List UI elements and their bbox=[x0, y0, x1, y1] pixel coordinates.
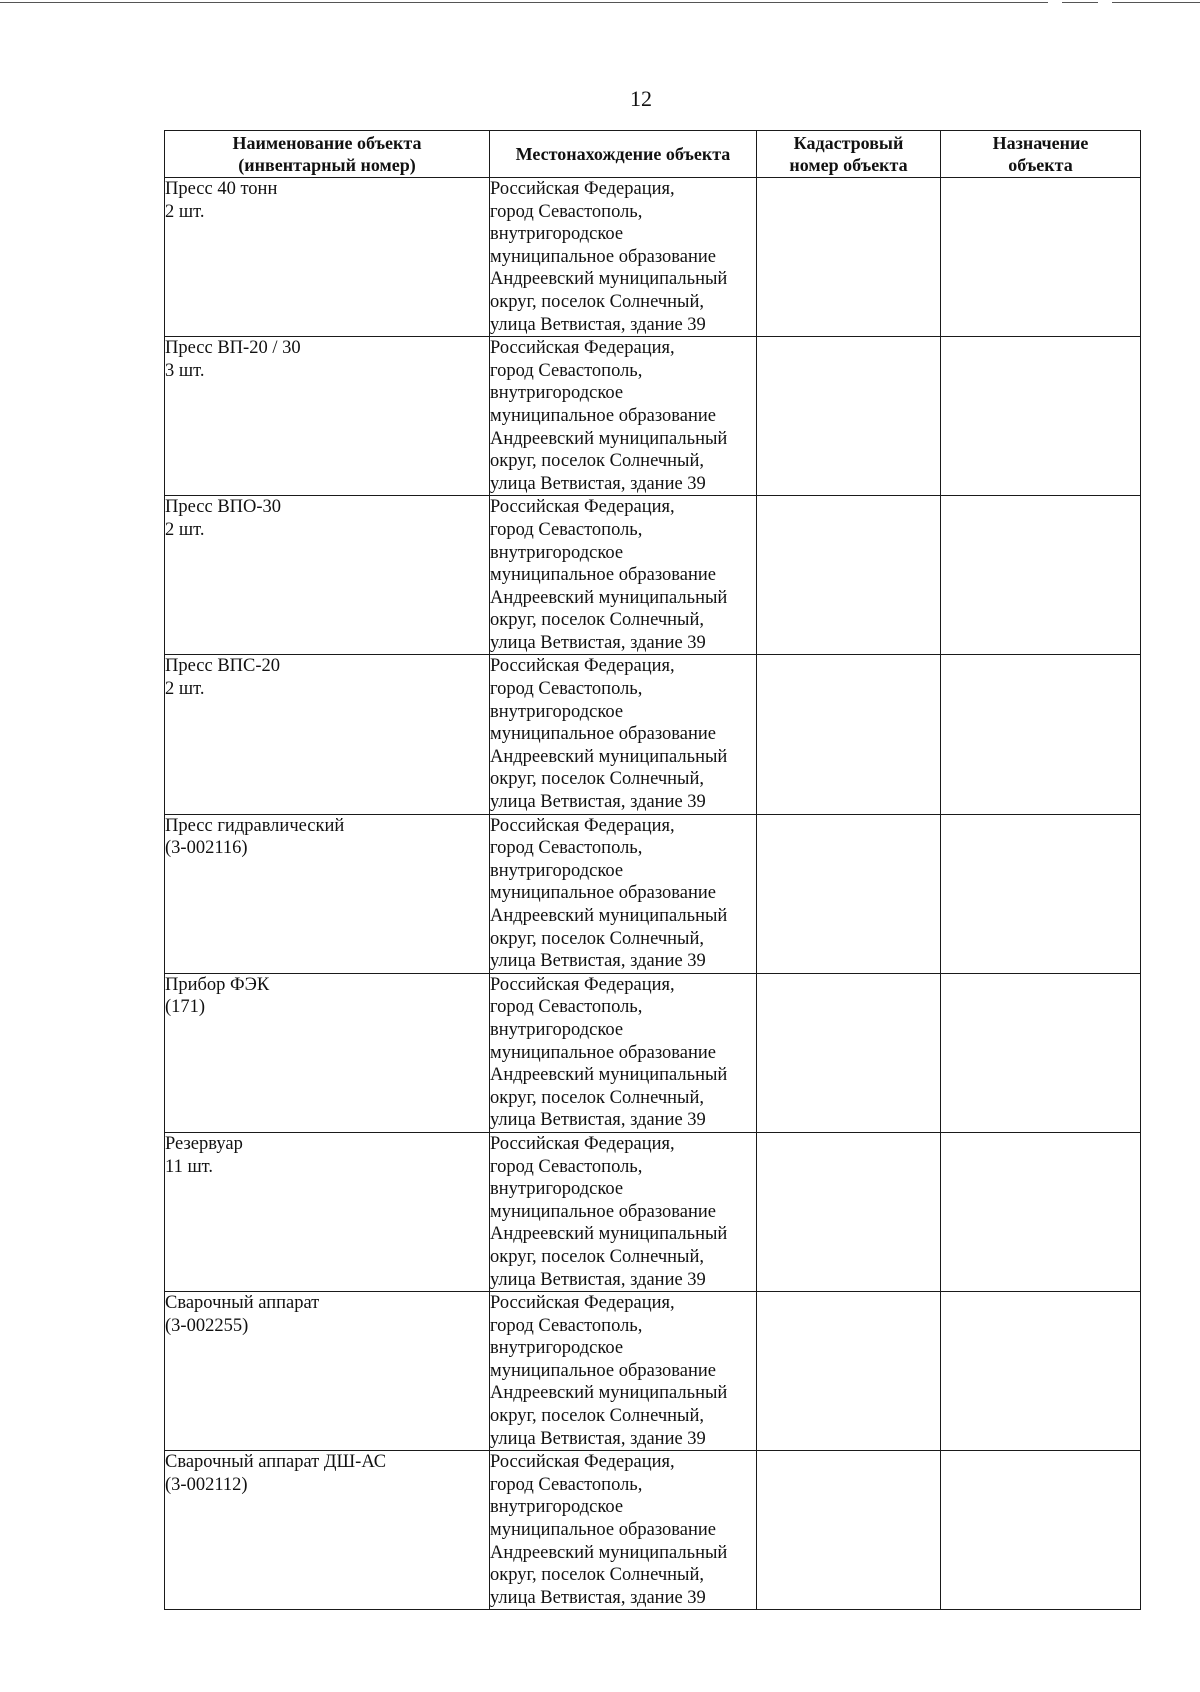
location-line: округ, поселок Солнечный, bbox=[490, 451, 704, 472]
location-line: внутригородское bbox=[490, 1179, 624, 1200]
location-line: Андреевский муниципальный bbox=[490, 428, 728, 449]
location-line: муниципальное образование bbox=[490, 1360, 717, 1381]
object-name-cell bbox=[165, 655, 490, 814]
location-line: внутригородское bbox=[490, 860, 624, 881]
purpose-cell bbox=[941, 1132, 1141, 1291]
purpose-cell bbox=[941, 655, 1141, 814]
object-inventory-info: (3-002255) bbox=[165, 1315, 249, 1336]
object-name-cell bbox=[165, 973, 490, 1132]
location-line: внутригородское bbox=[490, 383, 624, 404]
object-location-cell bbox=[490, 337, 757, 496]
location-line: внутригородское bbox=[490, 224, 624, 245]
location-line: округ, поселок Солнечный, bbox=[490, 1565, 704, 1586]
location-line: округ, поселок Солнечный, bbox=[490, 928, 704, 949]
location-line: улица Ветвистая, здание 39 bbox=[490, 1428, 706, 1449]
table-header-row bbox=[165, 131, 1141, 178]
header-purpose-line2: объекта bbox=[1008, 155, 1073, 175]
cadastral-number-cell bbox=[757, 178, 941, 337]
object-name: Прибор ФЭК bbox=[165, 974, 270, 995]
purpose-cell bbox=[941, 496, 1141, 655]
location-line: город Севастополь, bbox=[490, 1474, 643, 1495]
object-name: Пресс ВПО-30 bbox=[165, 497, 282, 518]
header-cadastral-line1: Кадастровый bbox=[793, 133, 904, 153]
header-cadastral-number bbox=[757, 131, 941, 178]
table-row bbox=[165, 178, 1141, 337]
location-line: Андреевский муниципальный bbox=[490, 1542, 728, 1563]
location-line: внутригородское bbox=[490, 1338, 624, 1359]
object-inventory-info: 3 шт. bbox=[165, 360, 205, 381]
location-line: улица Ветвистая, здание 39 bbox=[490, 473, 706, 494]
location-line: Российская Федерация, bbox=[490, 179, 675, 199]
location-line: муниципальное образование bbox=[490, 405, 717, 426]
object-location-cell bbox=[490, 973, 757, 1132]
table-row bbox=[165, 1292, 1141, 1451]
table-row bbox=[165, 337, 1141, 496]
object-name: Сварочный аппарат bbox=[165, 1293, 320, 1314]
location-line: улица Ветвистая, здание 39 bbox=[490, 1587, 706, 1608]
header-purpose-line1: Назначение bbox=[992, 133, 1089, 153]
purpose-cell bbox=[941, 973, 1141, 1132]
object-inventory-info: 2 шт. bbox=[165, 519, 205, 540]
location-line: Андреевский муниципальный bbox=[490, 269, 728, 290]
location-line: муниципальное образование bbox=[490, 1042, 717, 1063]
location-line: округ, поселок Солнечный, bbox=[490, 1087, 704, 1108]
location-line: город Севастополь, bbox=[490, 997, 643, 1018]
location-line: внутригородское bbox=[490, 701, 624, 722]
object-location-cell bbox=[490, 814, 757, 973]
object-inventory-info: 2 шт. bbox=[165, 201, 205, 222]
location-line: округ, поселок Солнечный, bbox=[490, 1246, 704, 1267]
table-row bbox=[165, 973, 1141, 1132]
location-line: муниципальное образование bbox=[490, 724, 717, 745]
object-name-cell bbox=[165, 1451, 490, 1610]
location-line: Андреевский муниципальный bbox=[490, 1383, 728, 1404]
page-number: 12 bbox=[630, 86, 652, 111]
location-line: улица Ветвистая, здание 39 bbox=[490, 1110, 706, 1131]
object-inventory-info: (171) bbox=[165, 997, 206, 1018]
header-object-name bbox=[165, 131, 490, 178]
location-line: город Севастополь, bbox=[490, 1156, 643, 1177]
table-body bbox=[165, 178, 1141, 1610]
object-name-cell bbox=[165, 496, 490, 655]
location-line: внутригородское bbox=[490, 1019, 624, 1040]
location-line: муниципальное образование bbox=[490, 883, 717, 904]
scan-edge-lines bbox=[0, 0, 1200, 6]
location-line: город Севастополь, bbox=[490, 360, 643, 381]
location-line: Российская Федерация, bbox=[490, 338, 675, 359]
location-line: округ, поселок Солнечный, bbox=[490, 291, 704, 312]
location-line: округ, поселок Солнечный, bbox=[490, 769, 704, 790]
object-location-cell bbox=[490, 496, 757, 655]
purpose-cell bbox=[941, 814, 1141, 973]
location-line: Андреевский муниципальный bbox=[490, 1065, 728, 1086]
object-inventory-info: 2 шт. bbox=[165, 679, 205, 700]
location-line: Российская Федерация, bbox=[490, 656, 675, 677]
object-name: Пресс ВП-20 / 30 bbox=[165, 338, 301, 359]
location-line: улица Ветвистая, здание 39 bbox=[490, 632, 706, 653]
purpose-cell bbox=[941, 1292, 1141, 1451]
object-name: Пресс гидравлический bbox=[165, 815, 345, 836]
location-line: город Севастополь, bbox=[490, 519, 643, 540]
table-row bbox=[165, 1132, 1141, 1291]
cadastral-number-cell bbox=[757, 496, 941, 655]
cadastral-number-cell bbox=[757, 973, 941, 1132]
location-line: улица Ветвистая, здание 39 bbox=[490, 1269, 706, 1290]
header-location bbox=[490, 131, 757, 178]
location-line: город Севастополь, bbox=[490, 679, 643, 700]
location-line: Андреевский муниципальный bbox=[490, 906, 728, 926]
header-cadastral-line2: номер объекта bbox=[789, 155, 908, 175]
location-line: муниципальное образование bbox=[490, 565, 717, 586]
location-line: улица Ветвистая, здание 39 bbox=[490, 314, 706, 335]
object-location-cell bbox=[490, 178, 757, 337]
header-purpose bbox=[941, 131, 1141, 178]
object-location-cell bbox=[490, 1451, 757, 1610]
table-row bbox=[165, 1451, 1141, 1610]
object-name-cell bbox=[165, 814, 490, 973]
cadastral-number-cell bbox=[757, 1132, 941, 1291]
location-line: Российская Федерация, bbox=[490, 1452, 675, 1473]
object-location-cell bbox=[490, 1132, 757, 1291]
cadastral-number-cell bbox=[757, 337, 941, 496]
purpose-cell bbox=[941, 178, 1141, 337]
object-name: Сварочный аппарат ДШ-АС bbox=[165, 1452, 387, 1473]
table-row bbox=[165, 496, 1141, 655]
object-inventory-info: 11 шт. bbox=[165, 1156, 214, 1177]
cadastral-number-cell bbox=[757, 814, 941, 973]
location-line: муниципальное образование bbox=[490, 1201, 717, 1222]
location-line: Российская Федерация, bbox=[490, 1293, 675, 1314]
object-name: Резервуар bbox=[165, 1133, 243, 1154]
cadastral-number-cell bbox=[757, 655, 941, 814]
scan-edge-line bbox=[0, 2, 1048, 3]
location-line: Российская Федерация, bbox=[490, 1133, 675, 1154]
scan-edge-line bbox=[1062, 2, 1098, 3]
location-line: улица Ветвистая, здание 39 bbox=[490, 951, 706, 972]
location-line: город Севастополь, bbox=[490, 1315, 643, 1336]
location-line: внутригородское bbox=[490, 542, 624, 563]
location-line: округ, поселок Солнечный, bbox=[490, 610, 704, 631]
object-name: Пресс ВПС-20 bbox=[165, 656, 281, 677]
location-line: Российская Федерация, bbox=[490, 974, 675, 995]
location-line: муниципальное образование bbox=[490, 1520, 717, 1541]
location-line: Андреевский муниципальный bbox=[490, 587, 728, 608]
object-location-cell bbox=[490, 1292, 757, 1451]
table-row bbox=[165, 814, 1141, 973]
object-name: Пресс 40 тонн bbox=[165, 179, 278, 199]
location-line: Андреевский муниципальный bbox=[490, 1224, 728, 1245]
purpose-cell bbox=[941, 1451, 1141, 1610]
location-line: муниципальное образование bbox=[490, 246, 717, 267]
header-object-name-line2: (инвентарный номер) bbox=[238, 155, 416, 175]
object-name-cell bbox=[165, 178, 490, 337]
object-location-cell bbox=[490, 655, 757, 814]
location-line: внутригородское bbox=[490, 1497, 624, 1518]
location-line: Российская Федерация, bbox=[490, 497, 675, 518]
object-registry-table bbox=[164, 130, 1141, 1610]
cadastral-number-cell bbox=[757, 1451, 941, 1610]
location-line: Андреевский муниципальный bbox=[490, 746, 728, 767]
object-inventory-info: (3-002112) bbox=[165, 1474, 248, 1495]
object-inventory-info: (3-002116) bbox=[165, 838, 248, 859]
object-name-cell bbox=[165, 337, 490, 496]
location-line: город Севастополь, bbox=[490, 201, 643, 222]
object-name-cell bbox=[165, 1132, 490, 1291]
cadastral-number-cell bbox=[757, 1292, 941, 1451]
location-line: Российская Федерация, bbox=[490, 815, 675, 836]
header-location-label: Местонахождение объекта bbox=[515, 144, 731, 164]
purpose-cell bbox=[941, 337, 1141, 496]
scan-edge-line bbox=[1112, 2, 1200, 3]
header-object-name-line1: Наименование объекта bbox=[232, 133, 422, 153]
table-row bbox=[165, 655, 1141, 814]
object-name-cell bbox=[165, 1292, 490, 1451]
location-line: город Севастополь, bbox=[490, 838, 643, 859]
location-line: округ, поселок Солнечный, bbox=[490, 1406, 704, 1427]
location-line: улица Ветвистая, здание 39 bbox=[490, 792, 706, 813]
